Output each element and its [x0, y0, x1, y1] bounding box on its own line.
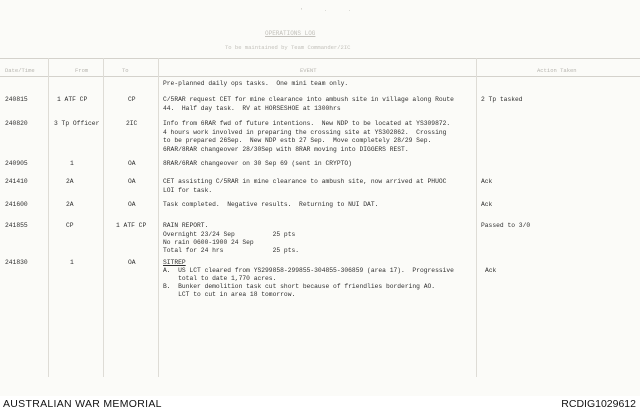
row-1-event: C/5RAR request CET for mine clearance into ambush site in village along Route 44. Half day task. RV at HORSESHOE at 1300hrs	[163, 96, 454, 112]
row-1-dt: 240815	[5, 96, 28, 103]
row-7-from: 1	[70, 259, 74, 266]
row-3-to: OA	[128, 160, 136, 167]
col-head-action: Action Taken	[537, 67, 577, 74]
header-rule-top	[0, 58, 640, 59]
row-1-to: CP	[128, 96, 136, 103]
row-7-dt: 241830	[5, 259, 28, 266]
rain-report-line-1: Overnight 23/24 Sep 25 pts	[163, 231, 296, 238]
rain-report-line-2: No rain 0600-1900 24 Sep	[163, 239, 254, 246]
col-divider-1	[48, 58, 49, 377]
archive-footer	[0, 396, 640, 412]
row-4-action: Ack	[481, 178, 493, 185]
sitrep-line-1: A. US LCT cleared from YS299858-299855-304855-306859 (area 17). Progressive	[163, 267, 454, 274]
sitrep-heading: SITREP	[163, 259, 186, 266]
row-1-action: 2 Tp tasked	[481, 96, 523, 103]
row-2-event: Info from 6RAR fwd of future intentions. New NDP to be located at YS309872. 4 hours work involved in preparing the crossing site at YS302862. Crossing to be prepared 26Sep. New NDP estb 27 Sep. Move completely 28/29 Sep. 6RAR/8RAR changeover 28/30Sep with 8RAR moving into DIGGERS REST.	[163, 120, 451, 153]
footer-source: AUSTRALIAN WAR MEMORIAL	[3, 398, 162, 410]
rain-report-heading: RAIN REPORT.	[163, 222, 209, 229]
row-7-action: Ack	[485, 267, 497, 274]
col-head-event: EVENT	[300, 67, 317, 74]
log-subtitle: To be maintained by Team Commander/2IC	[225, 44, 351, 51]
row-6-to: 1 ATF CP	[116, 222, 147, 229]
row-3-dt: 240905	[5, 160, 28, 167]
col-divider-2	[103, 58, 104, 377]
row-2-dt: 240820	[5, 120, 28, 127]
row-1-from: 1 ATF CP	[57, 96, 88, 103]
row-5-event: Task completed. Negative results. Returning to NUI DAT.	[163, 201, 379, 208]
row-4-to: OA	[128, 178, 136, 185]
col-divider-4	[476, 58, 477, 377]
rain-report-line-3: Total for 24 hrs 25 pts.	[163, 247, 300, 254]
row-5-dt: 241600	[5, 201, 28, 208]
row-3-from: 1	[70, 160, 74, 167]
row-2-to: 2IC	[126, 120, 138, 127]
sitrep-line-3: B. Bunker demolition task cut short because of friendlies bordering AO.	[163, 283, 436, 290]
row-5-action: Ack	[481, 201, 493, 208]
row-2-from: 3 Tp Officer	[54, 120, 100, 127]
row-5-to: OA	[128, 201, 136, 208]
row-6-dt: 241855	[5, 222, 28, 229]
sitrep-line-2: total to date 1,770 acres.	[163, 275, 277, 282]
sitrep-line-4: LCT to cut in area 18 tomorrow.	[163, 291, 296, 298]
col-head-to: To	[122, 67, 129, 74]
row-3-event: 8RAR/6RAR changeover on 30 Sep 69 (sent in CRYPTO)	[163, 160, 352, 167]
row-6-action: Passed to 3/0	[481, 222, 531, 229]
row-4-event: CET assisting C/5RAR in mine clearance to ambush site, now arrived at PHUOC LOI for task.	[163, 178, 447, 194]
row-7-to: OA	[128, 259, 136, 266]
page-marks: ' · ·	[300, 8, 361, 14]
footer-record-id: RCDIG1029612	[561, 398, 636, 410]
col-head-date: Date/Time	[5, 67, 35, 74]
log-title: OPERATIONS LOG	[265, 30, 316, 37]
header-rule-bottom	[0, 76, 640, 77]
row-4-from: 2A	[66, 178, 74, 185]
row-5-from: 2A	[66, 201, 74, 208]
row-6-from: CP	[66, 222, 74, 229]
col-divider-3	[158, 58, 159, 377]
col-head-from: From	[75, 67, 89, 74]
row-4-dt: 241410	[5, 178, 28, 185]
row-0-event: Pre-planned daily ops tasks. One mini team only.	[163, 80, 349, 87]
